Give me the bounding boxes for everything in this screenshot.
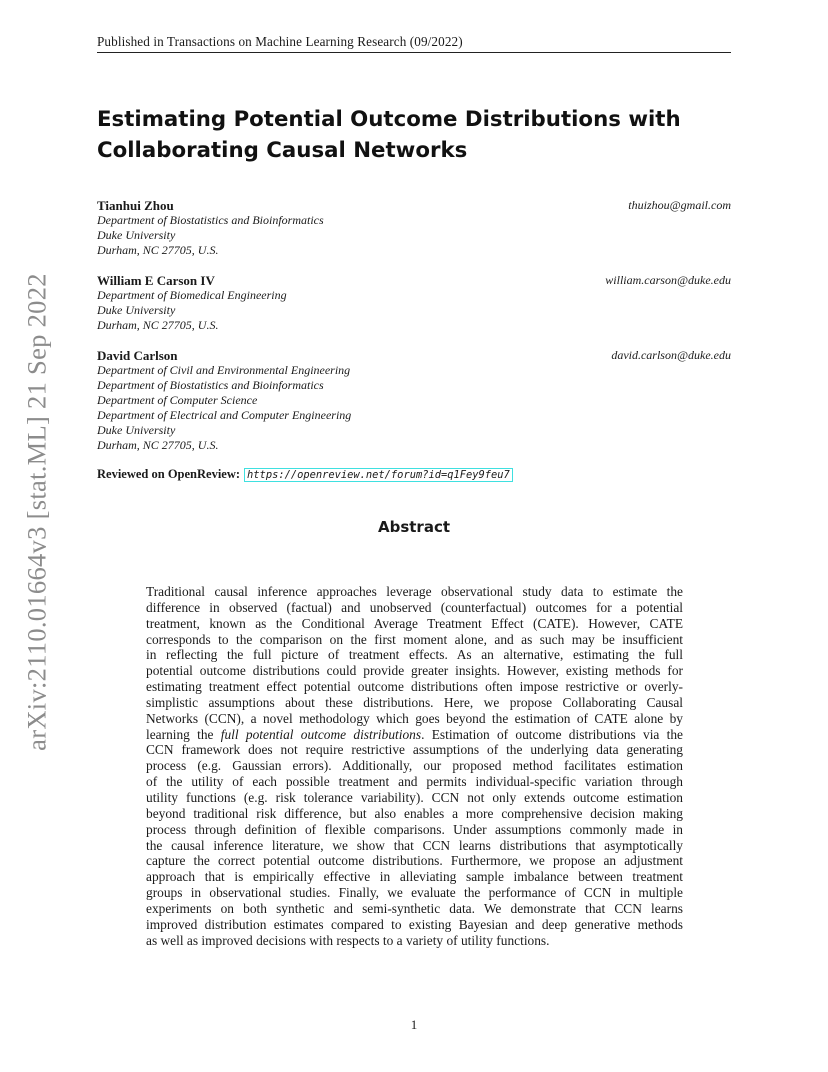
title-line: Estimating Potential Outcome Distributions with bbox=[97, 107, 681, 132]
author-block bbox=[97, 198, 731, 258]
emphasis: full potential outcome distributions bbox=[220, 726, 422, 742]
affiliation: Department of Computer Science bbox=[97, 393, 258, 407]
author-block bbox=[97, 348, 731, 453]
author-name: David Carlson bbox=[97, 348, 178, 363]
openreview-link[interactable]: https://openreview.net/forum?id=q1Fey9feu7 bbox=[244, 468, 513, 482]
affiliation: Duke University bbox=[97, 228, 176, 242]
abstract-heading: Abstract bbox=[377, 518, 451, 536]
header-rule bbox=[97, 52, 731, 53]
abstract-line: learning the full potential outcome distributions. Estimation of outcome distributions via the bbox=[146, 726, 683, 742]
abstract-line: estimating treatment effect potential outcome distributions often impose restrictive or overly- bbox=[146, 679, 683, 695]
abstract-line: process (e.g. Gaussian errors). Additionally, our proposed method facilitates estimation bbox=[146, 758, 683, 774]
affiliation: Department of Biomedical Engineering bbox=[97, 288, 287, 302]
abstract-line: of the utility of each possible treatment and permits individual-specific variation through bbox=[146, 774, 683, 790]
affiliation: Durham, NC 27705, U.S. bbox=[97, 318, 219, 332]
author-email[interactable]: david.carlson@duke.edu bbox=[611, 348, 731, 362]
affiliation: Durham, NC 27705, U.S. bbox=[97, 243, 219, 257]
abstract-line: CCN framework does not require restrictive assumptions of the underlying data generating bbox=[146, 742, 683, 758]
abstract-line: the causal inference literature, we show that CCN learns distributions that asymptotically bbox=[146, 837, 683, 853]
abstract-body bbox=[146, 584, 683, 948]
author-name: Tianhui Zhou bbox=[97, 198, 174, 213]
abstract-line: simplistic assumptions about these distributions. Here, we propose Collaborating Causal bbox=[146, 694, 683, 710]
page-number: 1 bbox=[410, 1017, 418, 1032]
abstract-line: improved distribution estimates compared to existing Bayesian and deep generative methods bbox=[146, 916, 683, 932]
paper-title bbox=[97, 104, 731, 166]
abstract-line: beyond traditional risk difference, but also enables a more comprehensive decision making bbox=[146, 805, 683, 821]
abstract-line: utility functions (e.g. risk tolerance variability). CCN not only extends outcome estimation bbox=[146, 789, 683, 805]
abstract-line: capture the correct potential outcome distributions. Furthermore, we propose an adjustment bbox=[146, 853, 683, 869]
openreview-line bbox=[97, 467, 513, 482]
arxiv-identifier[interactable]: arXiv:2110.01664v3 [stat.ML] 21 Sep 2022 bbox=[21, 273, 52, 751]
author-name: William E Carson IV bbox=[97, 273, 215, 288]
abstract-line: Traditional causal inference approaches leverage observational study data to estimate the bbox=[146, 584, 683, 599]
affiliation: Duke University bbox=[97, 423, 176, 437]
abstract-line: treatment, known as the Conditional Average Treatment Effect (CATE). However, CATE bbox=[146, 615, 683, 631]
affiliation: Department of Civil and Environmental Engineering bbox=[97, 363, 351, 377]
author-email[interactable]: thuizhou@gmail.com bbox=[628, 198, 731, 212]
affiliation: Department of Biostatistics and Bioinformatics bbox=[97, 378, 324, 392]
abstract-line: Networks (CCN), a novel methodology which goes beyond the estimation of CATE alone by bbox=[146, 710, 683, 726]
author-block bbox=[97, 273, 731, 333]
openreview-label: Reviewed on OpenReview: bbox=[97, 467, 241, 481]
abstract-line: groups in observational studies. Finally, we evaluate the performance of CCN in multiple bbox=[146, 885, 683, 901]
affiliation: Durham, NC 27705, U.S. bbox=[97, 438, 219, 452]
title-line: Collaborating Causal Networks bbox=[97, 138, 468, 163]
abstract-line: in reflecting the full picture of treatment effects. As an alternative, estimating the full bbox=[146, 647, 683, 663]
journal-header: Published in Transactions on Machine Learning Research (09/2022) bbox=[97, 34, 463, 49]
affiliation: Duke University bbox=[97, 303, 176, 317]
abstract-line: as well as improved decisions with respects to a variety of utility functions. bbox=[146, 932, 550, 948]
affiliation: Department of Biostatistics and Bioinformatics bbox=[97, 213, 324, 227]
abstract-line: process through definition of flexible comparisons. Under assumptions commonly made in bbox=[146, 821, 683, 837]
author-email[interactable]: william.carson@duke.edu bbox=[605, 273, 731, 287]
affiliation: Department of Electrical and Computer Engineering bbox=[97, 408, 352, 422]
abstract-line: corresponds to the comparison on the first moment alone, and as such may be insufficient bbox=[146, 631, 683, 647]
abstract-line: difference in observed (factual) and unobserved (counterfactual) outcomes for a potential bbox=[146, 599, 683, 615]
abstract-line: approach that is empirically effective in alleviating sample imbalance between treatment bbox=[146, 869, 683, 885]
abstract-line: experiments on both synthetic and semi-synthetic data. We demonstrate that CCN learns bbox=[146, 900, 683, 916]
abstract-line: potential outcome distributions could provide greater insights. However, existing methods for bbox=[146, 663, 683, 679]
